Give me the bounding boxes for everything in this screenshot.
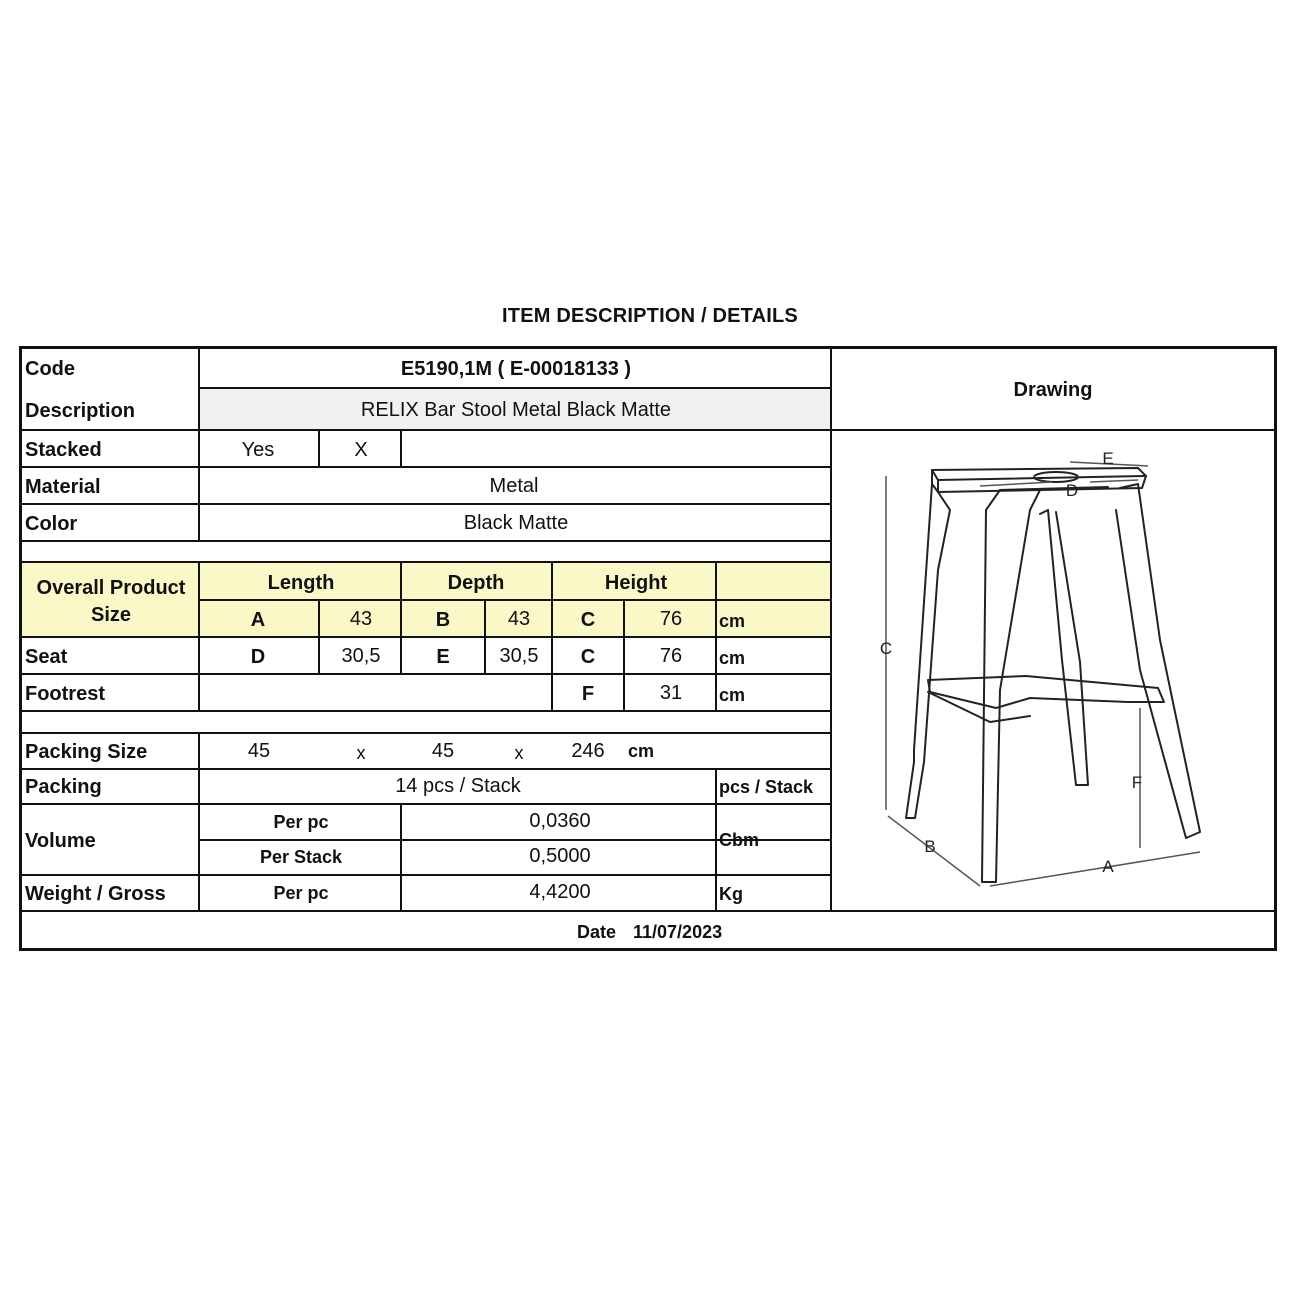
code-label: Code	[25, 358, 75, 380]
weight-label: Weight / Gross	[25, 883, 166, 905]
overall-b-value: 43	[507, 608, 531, 630]
stacked-label: Stacked	[25, 439, 102, 461]
overall-c-label: C	[580, 609, 596, 631]
overall-unit: cm	[719, 611, 746, 631]
stacked-yes: Yes	[241, 439, 275, 461]
volume-per-stack-value: 0,5000	[529, 845, 591, 867]
drawing-label: Drawing	[1013, 379, 1093, 401]
packing-label: Packing	[25, 776, 102, 798]
seat-d-value: 30,5	[341, 645, 381, 667]
overall-a-value: 43	[349, 608, 373, 630]
depth-header: Depth	[447, 572, 505, 594]
description-label: Description	[25, 400, 136, 422]
seat-label: Seat	[25, 646, 68, 668]
packing-size-label: Packing Size	[25, 741, 148, 763]
packing-size-x1: x	[356, 743, 366, 763]
packing-size-unit: cm	[628, 741, 655, 761]
seat-c-label: C	[580, 646, 596, 668]
packing-size-w: 45	[247, 740, 271, 762]
overall-a-label: A	[250, 609, 266, 631]
footrest-bar	[928, 676, 1164, 708]
volume-per-pc-value: 0,0360	[529, 810, 591, 832]
packing-size-h: 246	[571, 740, 605, 762]
footrest-unit: cm	[719, 685, 746, 705]
date-value: 11/07/2023	[633, 922, 723, 942]
material-value: Metal	[489, 475, 539, 497]
dim-label-c: C	[879, 639, 893, 658]
volume-per-pc-label: Per pc	[273, 812, 329, 832]
overall-c-value: 76	[659, 608, 683, 630]
length-header: Length	[267, 572, 335, 594]
stacked-mark: X	[354, 439, 368, 461]
footrest-f-label: F	[581, 683, 595, 705]
packing-unit: pcs / Stack	[719, 777, 814, 797]
overall-size-label-1: Overall Product	[36, 577, 186, 599]
weight-per-pc-label: Per pc	[273, 883, 329, 903]
material-label: Material	[25, 476, 101, 498]
seat-d-label: D	[250, 646, 266, 668]
front-right-leg	[982, 490, 1040, 882]
packing-value: 14 pcs / Stack	[395, 775, 521, 797]
seat-unit: cm	[719, 648, 746, 668]
overall-b-label: B	[435, 609, 451, 631]
color-label: Color	[25, 513, 78, 535]
dim-label-b: B	[924, 837, 936, 856]
date-label: Date	[577, 922, 617, 942]
weight-value: 4,4200	[529, 881, 591, 903]
volume-unit: Cbm	[719, 830, 759, 850]
seat-c-value: 76	[659, 645, 683, 667]
stool-drawing	[870, 440, 1210, 900]
color-value: Black Matte	[463, 512, 569, 534]
dim-label-d: D	[1065, 481, 1079, 500]
front-left-leg	[906, 484, 950, 818]
weight-unit: Kg	[719, 884, 743, 904]
description-value: RELIX Bar Stool Metal Black Matte	[360, 399, 672, 421]
volume-per-stack-label: Per Stack	[259, 847, 343, 867]
footrest-f-value: 31	[659, 682, 683, 704]
overall-size-label-2: Size	[90, 604, 132, 626]
dim-label-f: F	[1131, 773, 1143, 792]
dim-label-e: E	[1102, 449, 1114, 468]
code-value: E5190,1M ( E-00018133 )	[400, 358, 632, 380]
footrest-label: Footrest	[25, 683, 105, 705]
back-left-leg	[1040, 510, 1088, 785]
seat-e-value: 30,5	[499, 645, 539, 667]
back-right-leg	[1116, 484, 1200, 838]
dim-label-a: A	[1102, 857, 1114, 876]
height-header: Height	[604, 572, 668, 594]
packing-size-x2: x	[514, 743, 524, 763]
volume-label: Volume	[25, 830, 96, 852]
packing-size-d: 45	[431, 740, 455, 762]
document-title: ITEM DESCRIPTION / DETAILS	[502, 305, 798, 327]
seat-e-label: E	[436, 646, 450, 668]
